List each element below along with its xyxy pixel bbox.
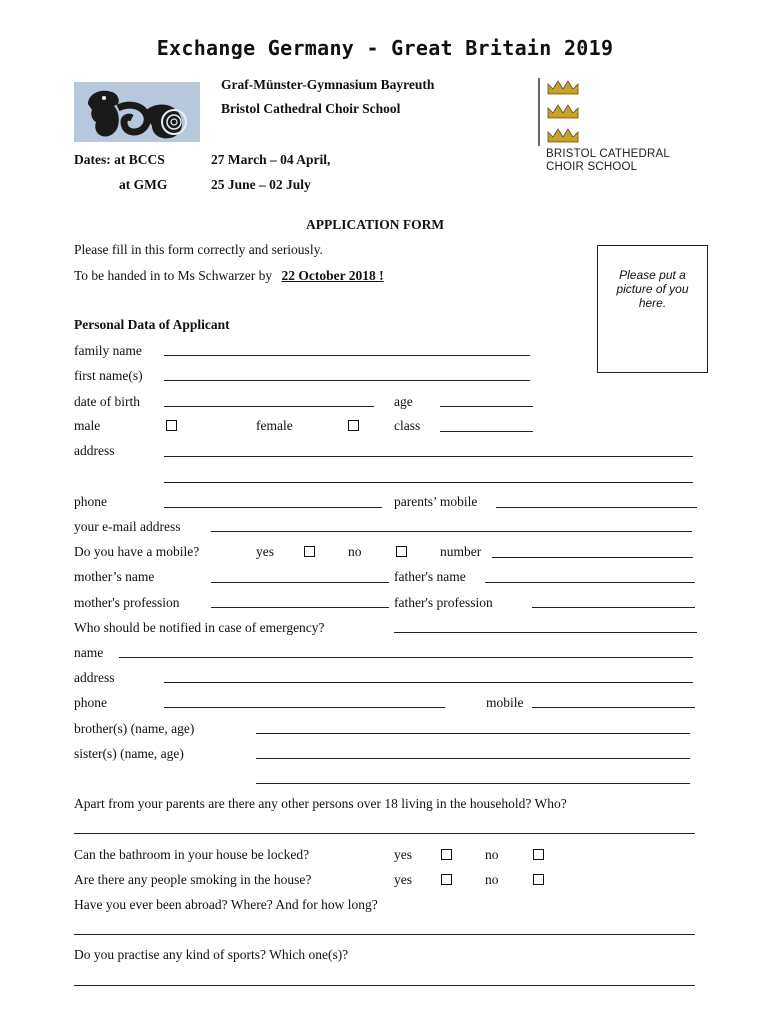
- label-emergency: Who should be notified in case of emergency?: [74, 620, 325, 635]
- label-address: address: [74, 443, 115, 458]
- label-bathroom-yes: yes: [394, 847, 412, 862]
- label-male: male: [74, 418, 101, 433]
- sports-field[interactable]: [74, 985, 695, 986]
- school-logo-left: [74, 82, 200, 146]
- dates-label-bccs: Dates: at BCCS: [74, 152, 165, 167]
- family-name-field[interactable]: [164, 355, 530, 356]
- emergency-name-field[interactable]: [119, 657, 693, 658]
- label-brothers: brother(s) (name, age): [74, 721, 195, 736]
- dates-value-gmg: 25 June – 02 July: [211, 177, 311, 192]
- label-first-names: first name(s): [74, 368, 143, 383]
- seahorse-logo-icon: [74, 82, 200, 142]
- label-abroad: Have you ever been abroad? Where? And for how long?: [74, 897, 378, 912]
- label-bathroom-no: no: [485, 847, 499, 862]
- smoking-no-checkbox[interactable]: [533, 874, 544, 885]
- label-class: class: [394, 418, 421, 433]
- label-parents-mobile: parents’ mobile: [394, 494, 478, 509]
- label-mobile-no: no: [348, 544, 362, 559]
- brothers-field[interactable]: [256, 733, 690, 734]
- bathroom-yes-checkbox[interactable]: [441, 849, 452, 860]
- abroad-field[interactable]: [74, 934, 695, 935]
- photo-note: Please put a picture of you here.: [616, 268, 689, 310]
- label-number: number: [440, 544, 482, 559]
- label-mothers-name: mother’s name: [74, 569, 155, 584]
- emergency-address-field[interactable]: [164, 682, 693, 683]
- first-names-field[interactable]: [164, 380, 530, 381]
- address-field-line-1[interactable]: [164, 456, 693, 457]
- label-fathers-profession: father's profession: [394, 595, 493, 610]
- deadline-date: 22 October 2018 !: [281, 268, 384, 283]
- logo-text-line-2: CHOIR SCHOOL: [546, 161, 638, 173]
- label-date-of-birth: date of birth: [74, 394, 140, 409]
- address-field-line-2[interactable]: [164, 482, 693, 483]
- emergency-mobile-field[interactable]: [532, 707, 695, 708]
- emergency-phone-field[interactable]: [164, 707, 445, 708]
- mothers-profession-field[interactable]: [211, 607, 389, 608]
- female-checkbox[interactable]: [348, 420, 359, 431]
- fathers-name-field[interactable]: [485, 582, 695, 583]
- instruction-fill: Please fill in this form correctly and seriously.: [74, 242, 323, 257]
- label-emergency-address: address: [74, 670, 115, 685]
- label-emergency-mobile: mobile: [486, 695, 524, 710]
- bathroom-no-checkbox[interactable]: [533, 849, 544, 860]
- parents-mobile-field[interactable]: [496, 507, 697, 508]
- label-fathers-name: father's name: [394, 569, 466, 584]
- label-emergency-name: name: [74, 645, 104, 660]
- label-smoking-no: no: [485, 872, 499, 887]
- label-smoking: Are there any people smoking in the house?: [74, 872, 312, 887]
- label-email: your e-mail address: [74, 519, 181, 534]
- email-field[interactable]: [211, 531, 692, 532]
- date-of-birth-field[interactable]: [164, 406, 374, 407]
- label-mothers-profession: mother's profession: [74, 595, 180, 610]
- school-name-britain: Bristol Cathedral Choir School: [221, 101, 401, 116]
- sisters-field-line-2[interactable]: [256, 783, 690, 784]
- label-bathroom: Can the bathroom in your house be locked?: [74, 847, 310, 862]
- application-form-heading: APPLICATION FORM: [306, 217, 445, 232]
- label-phone: phone: [74, 494, 107, 509]
- sisters-field-line-1[interactable]: [256, 758, 690, 759]
- mobile-number-field[interactable]: [492, 557, 693, 558]
- label-sports: Do you practise any kind of sports? Which one(s)?: [74, 947, 349, 962]
- school-logo-right: [536, 78, 586, 152]
- label-mobile-yes: yes: [256, 544, 274, 559]
- form-title: Exchange Germany - Great Britain 2019: [156, 36, 614, 60]
- label-emergency-phone: phone: [74, 695, 107, 710]
- male-checkbox[interactable]: [166, 420, 177, 431]
- label-age: age: [394, 394, 413, 409]
- age-field[interactable]: [440, 406, 533, 407]
- mobile-no-checkbox[interactable]: [396, 546, 407, 557]
- phone-field[interactable]: [164, 507, 382, 508]
- section-title-personal-data: Personal Data of Applicant: [74, 317, 230, 332]
- other-persons-field[interactable]: [74, 833, 695, 834]
- label-have-mobile: Do you have a mobile?: [74, 544, 200, 559]
- school-name-germany: Graf-Münster-Gymnasium Bayreuth: [221, 77, 435, 92]
- label-family-name: family name: [74, 343, 142, 358]
- instruction-deadline-text: To be handed in to Ms Schwarzer by: [74, 268, 276, 283]
- emergency-field[interactable]: [394, 632, 697, 633]
- class-field[interactable]: [440, 431, 533, 432]
- label-smoking-yes: yes: [394, 872, 412, 887]
- smoking-yes-checkbox[interactable]: [441, 874, 452, 885]
- crowns-logo-icon: [536, 78, 586, 148]
- label-sisters: sister(s) (name, age): [74, 746, 184, 761]
- mothers-name-field[interactable]: [211, 582, 389, 583]
- fathers-profession-field[interactable]: [532, 607, 695, 608]
- logo-text-line-1: BRISTOL CATHEDRAL: [546, 148, 670, 160]
- label-other-persons: Apart from your parents are there any other persons over 18 living in the household? Who?: [74, 796, 567, 811]
- photo-box[interactable]: [597, 245, 708, 373]
- instruction-deadline: [74, 268, 384, 284]
- label-female: female: [256, 418, 293, 433]
- mobile-yes-checkbox[interactable]: [304, 546, 315, 557]
- dates-value-bccs: 27 March – 04 April,: [211, 152, 331, 167]
- dates-label-gmg: at GMG: [119, 177, 168, 192]
